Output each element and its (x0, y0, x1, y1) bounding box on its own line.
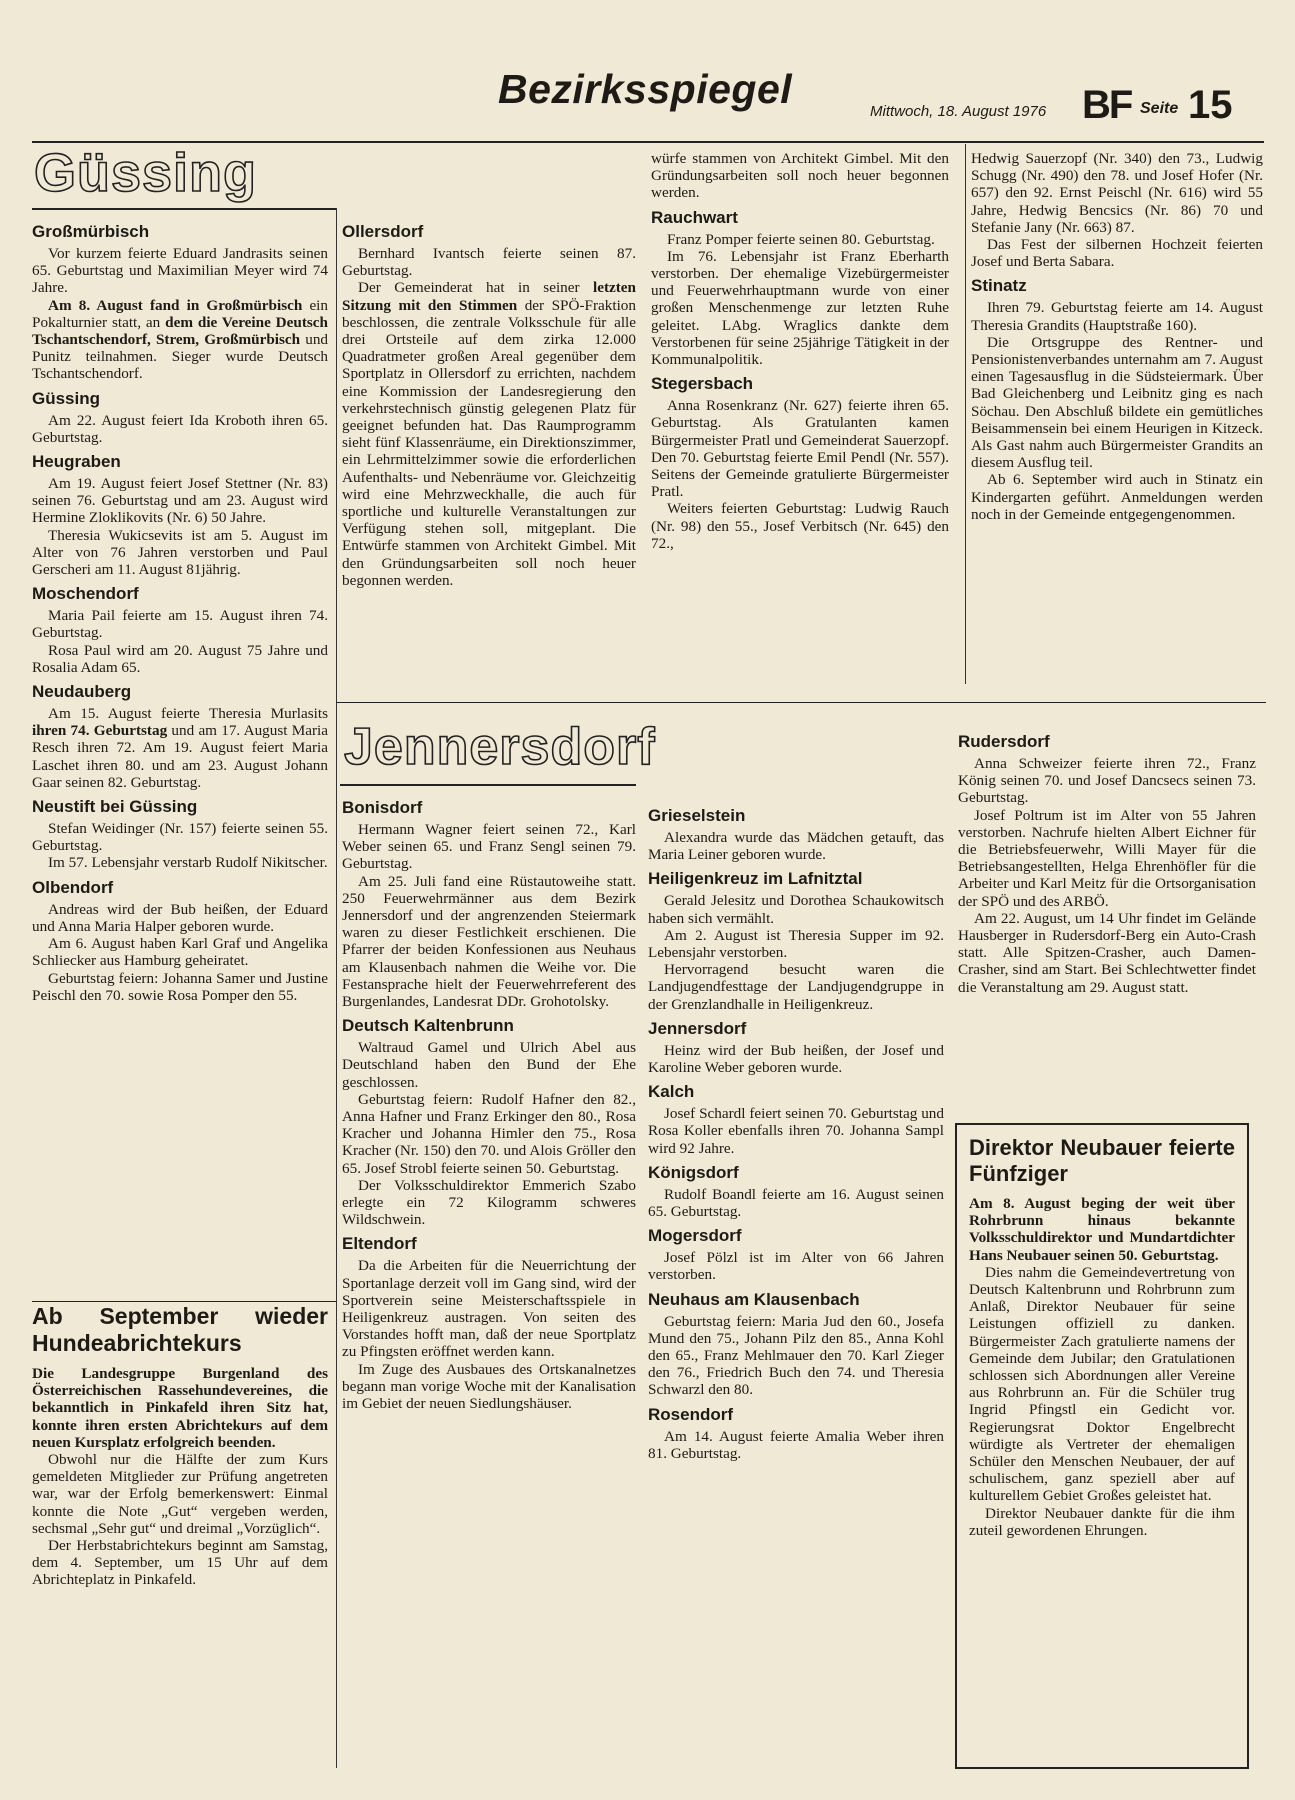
text: der SPÖ-Fraktion beschlossen, die zentrale Volksschule für alle drei Ortsteile auf dem zirka 12.000 Quadratmeter großen Areal gegenüber dem Sportplatz in Ollersdorf zu errichten, nachdem eine Kommission der Landesregierung den verkehrstechnisch günstig gelegenen Platz für geeignet befunden hat. Das Raumprogramm sieht fünf Klassenräume, ein Direktionszimmer, ein Lehrmittelzimmer sowie die erforderlichen Aufenthalts- und Nebenräume vor. Gleichzeitig wird eine Mehrzweckhalle, die auch für sportliche und kulturelle Veranstaltungen zur Verfügung stehen soll, mitgeplant. Die Entwürfe stammen von Architekt Gimbel. Mit den Gründungsarbeiten soll noch heuer begonnen werden. (342, 296, 636, 589)
newspaper-logo: BF (1082, 83, 1132, 127)
jennersdorf-title-rule (340, 784, 636, 786)
paragraph: Josef Schardl feiert seinen 70. Geburtstag und Rosa Koller ebenfalls ihren 70. Johanna Sampl wird 92 Jahre. (648, 1105, 944, 1157)
paragraph: Dies nahm die Gemeindevertretung von Deutsch Kaltenbrunn und Rohrbrunn zum Anlaß, Direktor Neubauer für seine Leistungen offiziell zu danken. Bürgermeister Zach gratulierte namens der Gemeinde dem Jubilar; den Gratulationen schlossen sich Abordnungen aller Vereine aus Rohrbrunn an. Für die Schüler trug Ingrid Pfingstl ein Gedicht vor. Regierungsrat Doktor Engelbrecht würdigte als Vertreter der ehemaligen Schüler den Menschen Neubauer, der auf schulischem, ganz speziell aber auf kulturellem Gebiet Großes geleistet hat. (969, 1263, 1235, 1505)
section-heading: Neustift bei Güssing (32, 797, 198, 817)
paragraph: Rudolf Boandl feierte am 16. August seinen 65. Geburtstag. (648, 1185, 944, 1221)
paragraph: Geburtstag feiern: Johanna Samer und Justine Peischl den 70. sowie Rosa Pomper den 55. (32, 969, 328, 1004)
paragraph: Gerald Jelesitz und Dorothea Schaukowitsch haben sich vermählt. (648, 892, 944, 927)
text: und am 17. August Maria Resch ihren 72. Am 19. August feiert Maria Laschet ihren 80. und am 23. August Johann Gaar seinen 82. Geburtstag. (32, 722, 328, 791)
section-heading: Olbendorf (32, 877, 114, 897)
column-rule-3-top (965, 144, 966, 684)
paragraph (342, 279, 636, 589)
guessing-title-rule (32, 208, 336, 210)
paragraph: Am 14. August feierte Amalia Weber ihren 81. Geburtstag. (648, 1427, 944, 1462)
section-heading: Stegersbach (651, 374, 754, 394)
paragraph: Der Herbstabrichtekurs beginnt am Samstag, dem 4. September, um 15 Uhr auf dem Abrichteplatz in Pinkafeld. (32, 1537, 328, 1589)
paragraph: Stefan Weidinger (Nr. 157) feierte seinen 55. Geburtstag. (32, 820, 328, 855)
section-heading: Neuhaus am Klausenbach (648, 1289, 860, 1309)
paragraph: würfe stammen von Architekt Gimbel. Mit den Gründungsarbeiten soll noch heuer begonnen werden. (651, 150, 949, 202)
article-lead: Die Landesgruppe Burgenland des Österreichischen Rassehundevereines, die bekanntlich in Pinkafeld ihren Sitz hat, konnte ihren ersten Abrichtekurs auf dem neuen Kursplatz erfolgreich beenden. (32, 1365, 328, 1451)
paragraph: Am 25. Juli fand eine Rüstautoweihe statt. 250 Feuerwehrmänner aus dem Bezirk Jennersdorf und der angrenzenden Steiermark waren zu dieser Festlichkeit erschienen. Die Pfarrer der beiden Konfessionen aus Neuhaus am Klausenbach nahmen die Weihe vor. Die Festansprache hielt der Feuerwehrreferent des Burgenlandes, Landesrat DDr. Grohotolsky. (342, 872, 636, 1011)
paragraph: Anna Schweizer feierte ihren 72., Franz König seinen 70. und Josef Dancsecs seinen 73. Geburtstag. (958, 755, 1256, 807)
paragraph: Ihren 79. Geburtstag feierte am 14. August Theresia Grandits (Hauptstraße 160). (971, 299, 1263, 334)
paragraph: Franz Pomper feierte seinen 80. Geburtstag. (667, 230, 935, 248)
section-heading: Heugraben (32, 452, 121, 472)
guessing-column-4 (971, 150, 1263, 523)
paragraph: Anna Rosenkranz (Nr. 627) feierte ihren 65. Geburtstag. Als Gratulanten kamen Bürgermeister Pratl und Gemeinderat Sauerzopf. Den 70. Geburtstag feierte Emil Pendl (Nr. 557). Seitens der Gemeinde gratulierte Bürgermeister Pratl. (651, 397, 949, 501)
text: Der Gemeinderat hat in seiner (358, 279, 593, 297)
article-headline: Direktor Neubauer feierte Fünfziger (969, 1135, 1235, 1186)
bold-text: letzten Sitzung mit den Stimmen (342, 279, 636, 314)
neubauer-article (969, 1135, 1235, 1539)
paragraph: Das Fest der silbernen Hochzeit feierten Josef und Berta Sabara. (971, 236, 1263, 271)
section-heading: Ollersdorf (342, 222, 424, 241)
paragraph: Waltraud Gamel und Ulrich Abel aus Deutschland haben den Bund der Ehe geschlossen. (342, 1039, 636, 1091)
paragraph: Hedwig Sauerzopf (Nr. 340) den 73., Ludwig Schugg (Nr. 490) den 78. und Josef Hofer (Nr. 657) den 92. Ernst Peischl (Nr. 616) wird 55 Jahre, Hedwig Bencsics (Nr. 86) 70 und Stefanie Jany (Nr. 663) 87. (971, 150, 1263, 236)
hunde-divider (32, 1301, 336, 1302)
jennersdorf-column-3 (648, 800, 944, 1462)
bold-text: Am 8. August fand in Großmürbisch (48, 296, 303, 314)
paragraph: Ab 6. September wird auch in Stinatz ein Kindergarten geführt. Anmeldungen werden noch in der Gemeinde entgegengenommen. (971, 471, 1263, 523)
paragraph: Am 22. August, um 14 Uhr findet im Gelände Hausberger in Rudersdorf-Berg ein Auto-Crash statt. Alle Spitzen-Crasher, auch Damen-Crasher, sind am Start. Bei Schlechtwetter findet die Veranstaltung am 29. August statt. (958, 909, 1256, 996)
section-heading: Großmürbisch (32, 222, 150, 241)
guessing-column-3 (651, 150, 949, 552)
paragraph: Alexandra wurde das Mädchen getauft, das Maria Leiner geboren wurde. (648, 829, 944, 864)
text: ein Pokalturnier statt, an (32, 296, 328, 331)
section-heading: Eltendorf (342, 1234, 417, 1254)
masthead-title: Bezirksspiegel (498, 66, 793, 112)
article-headline: Ab September wieder Hundeabrichtekurs (32, 1303, 328, 1356)
region-title-jennersdorf: Jennersdorf (344, 718, 656, 776)
page-label: Seite (1140, 100, 1179, 117)
paragraph: Geburtstag feiern: Rudolf Hafner den 82., Anna Hafner und Franz Erkinger den 80., Rosa Kracher und Johanna Himler den 75., Rosa Kracher (Nr. 150) den 70. und Alois Gröller den 65. Josef Strobl feierte seinen 50. Geburtstag. (342, 1090, 636, 1177)
paragraph: Hermann Wagner feiert seinen 72., Karl Weber seinen 65. und Franz Sengl seinen 79. Geburtstag. (342, 821, 636, 873)
bold-text: ihren 74. Geburtstag (32, 722, 168, 740)
region-title-guessing: Güssing (34, 143, 258, 203)
section-heading: Rosendorf (648, 1404, 733, 1424)
paragraph: Im Zuge des Ausbaues des Ortskanalnetzes begann man vorige Woche mit der Kanalisation im Gebiet der neuen Siedlungshäuser. (342, 1360, 636, 1413)
paragraph: Am 2. August ist Theresia Supper im 92. Lebensjahr verstorben. (648, 926, 944, 962)
paragraph: Rosa Paul wird am 20. August 75 Jahre und Rosalia Adam 65. (32, 641, 328, 676)
issue-date: Mittwoch, 18. August 1976 (870, 103, 1047, 120)
section-heading: Bonisdorf (342, 798, 423, 817)
text: und Punitz teilnahmen. Sieger wurde Deutsch Tschantschendorf. (32, 331, 328, 383)
section-heading: Königsdorf (648, 1162, 739, 1182)
section-heading: Deutsch Kaltenbrunn (342, 1016, 514, 1036)
page-number: 15 (1188, 83, 1233, 127)
bold-text: dem die Vereine Deutsch Tschantschendorf, Strem, Großmürbisch (32, 313, 328, 349)
paragraph: Hervorragend besucht waren die Landjugendfesttage der Landjugendgruppe in der Grenzlandhalle in Heiligenkreuz. (648, 961, 944, 1013)
paragraph: Am 22. August feiert Ida Kroboth ihren 65. Geburtstag. (32, 411, 328, 446)
paragraph: Bernhard Ivantsch feierte seinen 87. Geburtstag. (342, 245, 636, 280)
paragraph: Theresia Wukicsevits ist am 5. August im Alter von 76 Jahren verstorben und Paul Gerscheri am 11. August 81jährig. (32, 526, 328, 579)
section-heading: Stinatz (971, 276, 1027, 296)
paragraph: Da die Arbeiten für die Neuerrichtung der Sportanlage derzeit voll im Gang sind, wird der Sportverein seine Meisterschaftsspiele in Heiligenkreuz austragen. Von seiten des Vorstandes hofft man, daß der neue Sportplatz zu Pfingsten eröffnet werden kann. (342, 1257, 636, 1361)
section-heading: Moschendorf (32, 584, 139, 604)
article-lead: Am 8. August beging der weit über Rohrbrunn hinaus bekannte Volksschuldirektor und Mundartdichter Hans Neubauer seinen 50. Geburtstag. (969, 1195, 1235, 1264)
paragraph: Weiters feierten Geburtstag: Ludwig Rauch (Nr. 98) den 55., Josef Verbitsch (Nr. 645) den 72., (651, 500, 949, 552)
paragraph: Der Volksschuldirektor Emmerich Szabo erlegte ein 72 Kilogramm schweres Wildschwein. (342, 1176, 636, 1229)
paragraph: Obwohl nur die Hälfte der zum Kurs gemeldeten Mitglieder zur Prüfung angetreten war, war der Erfolg bemerkenswert: Einmal konnte die Note „Gut“ vergeben werden, sechsmal „Sehr gut“ und dreimal „Vorzüglich“. (32, 1451, 328, 1537)
paragraph: Am 19. August feiert Josef Stettner (Nr. 83) seinen 76. Geburtstag und am 23. August wird Hermine Zloklikovits (Nr. 6) 50 Jahre. (32, 475, 328, 527)
section-heading: Jennersdorf (648, 1018, 747, 1038)
section-heading: Güssing (32, 388, 101, 408)
jennersdorf-column-2 (342, 792, 636, 1412)
paragraph: Josef Poltrum ist im Alter von 55 Jahren verstorben. Nachrufe hielten Albert Eichner für die Betriebsfeuerwehr, Willi Mayer für die Betriebsangestellten, Helga Ehrenhöfler für die Arbeiter und Karl Meitz für die Ortsorganisation der SPÖ und des ARBÖ. (958, 806, 1256, 910)
paragraph: Andreas wird der Bub heißen, der Eduard und Anna Maria Halper geboren wurde. (32, 900, 328, 935)
guessing-column-1 (32, 216, 328, 1004)
paragraph: Heinz wird der Bub heißen, der Josef und Karoline Weber geboren wurde. (648, 1041, 944, 1077)
paragraph: Im 57. Lebensjahr verstarb Rudolf Nikitscher. (48, 854, 328, 872)
paragraph: Direktor Neubauer dankte für die ihm zuteil gewordenen Ehrungen. (969, 1504, 1235, 1539)
section-heading: Mogersdorf (648, 1226, 742, 1246)
section-heading: Neudauberg (32, 682, 132, 702)
jennersdorf-column-4 (958, 726, 1256, 996)
section-heading: Heiligenkreuz im Lafnitztal (648, 869, 863, 889)
paragraph: Im 76. Lebensjahr ist Franz Eberharth verstorben. Der ehemalige Vizebürgermeister und Feuerwehrhauptmann wurde von einer großen Menschenmenge zur letzten Ruhe geleitet. LAbg. Wraglics dankte dem Verstorbenen für seine 25jährige Tätigkeit in der Kommunalpolitik. (651, 247, 949, 369)
paragraph: Vor kurzem feierte Eduard Jandrasits seinen 65. Geburtstag und Maximilian Meyer wird 74 Jahre. (32, 245, 328, 297)
section-heading: Rauchwart (651, 207, 738, 227)
paragraph: Am 6. August haben Karl Graf und Angelika Schliecker aus Hamburg geheiratet. (32, 935, 328, 970)
text: Am 15. August feierte Theresia Murlasits (48, 705, 328, 723)
section-divider (336, 702, 1266, 703)
guessing-column-2 (342, 216, 636, 589)
paragraph: Maria Pail feierte am 15. August ihren 74. Geburtstag. (32, 607, 328, 642)
paragraph (32, 297, 328, 383)
neubauer-box (955, 1123, 1249, 1769)
paragraph: Die Ortsgruppe des Rentner- und Pensionistenverbandes unternahm am 7. August einen Tagesausflug in die Südsteiermark. Über Bad Gleichenberg und Leibnitz ging es nach Söchau. Den Abschluß bildete ein gemütliches Beisammensein bei einem Heurigen in Kitzeck. Als Gast nahm auch Bürgermeister Grandits an diesem Ausflug teil. (971, 333, 1263, 472)
hunde-article (32, 1303, 328, 1589)
paragraph: Geburtstag feiern: Maria Jud den 60., Josefa Mund den 75., Johann Pilz den 85., Anna Kohl den 65., Franz Mehlmauer den 70. Karl Zieger den 76., Friedrich Buch den 74. und Theresia Schwarzl den 80. (648, 1312, 944, 1399)
section-heading: Rudersdorf (958, 732, 1050, 751)
paragraph (32, 705, 328, 791)
paragraph: Josef Pölzl ist im Alter von 66 Jahren verstorben. (648, 1249, 944, 1284)
column-rule-1 (336, 208, 337, 1768)
section-heading: Grieselstein (648, 806, 746, 825)
section-heading: Kalch (648, 1082, 695, 1102)
